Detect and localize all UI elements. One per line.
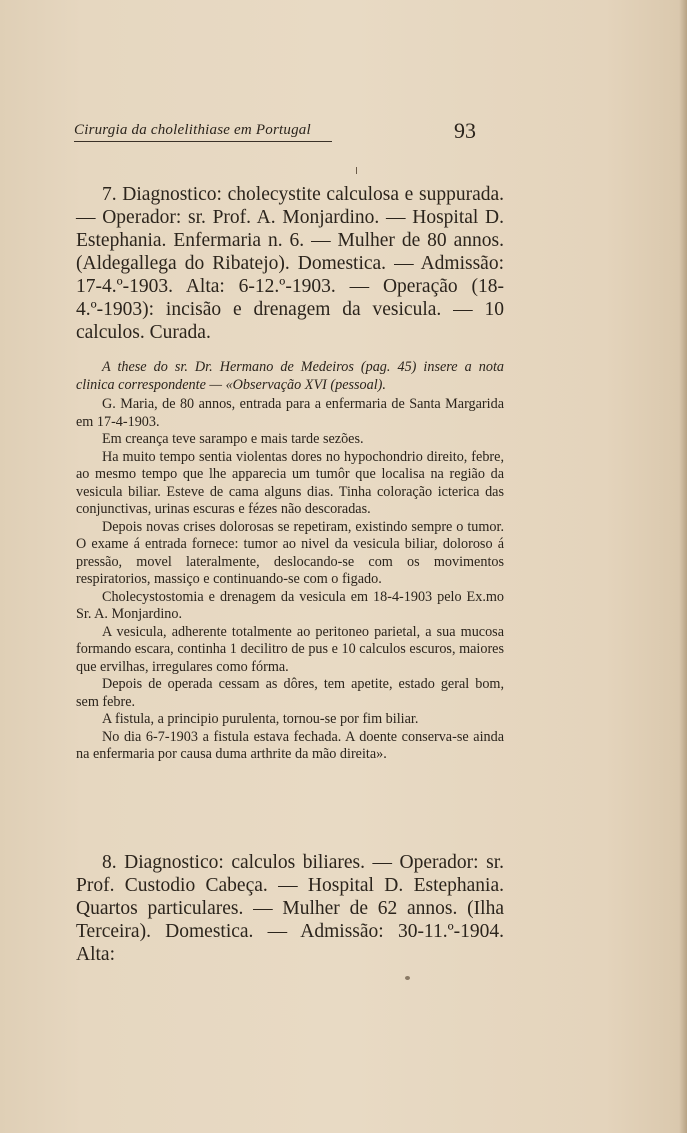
note-paragraph: G. Maria, de 80 annos, entrada para a enfermaria de Santa Margarida em 17-4-1903. — [76, 396, 504, 430]
running-title: Cirurgia da cholelithiase em Portugal — [74, 122, 311, 138]
note-paragraph: A fistula, a principio purulenta, tornou-se por fim biliar. — [102, 711, 419, 727]
print-mark — [356, 167, 357, 174]
case-entry-8-text: 8. Diagnostico: calculos biliares. — Operador: sr. Prof. Custodio Cabeça. — Hospital D. Estephania. Quartos particulares. — Mulher de 62 annos. (Ilha Terceira). Domestica. — Admissão: 30-11.º-1904. Alta: — [76, 852, 504, 965]
note-intro: A these do sr. Dr. Hermano de Medeiros (pag. 45) insere a nota clinica correspondente — «Observação XVI (pessoal). — [76, 359, 504, 393]
page-number: 93 — [454, 118, 476, 143]
ink-spot — [405, 976, 410, 980]
note-paragraph: Em creança teve sarampo e mais tarde sezões. — [102, 431, 364, 447]
case-entry-7 — [76, 183, 504, 344]
note-paragraph: Depois novas crises dolorosas se repetiram, existindo sempre o tumor. O exame á entrada fornece: tumor ao nivel da vesicula biliar, doloroso á pressão, movel lateralmente, deslocando-se com os movimentos respiratorios, massiço e continuando-se com o figado. — [76, 518, 504, 587]
note-paragraph: A vesicula, adherente totalmente ao peritoneo parietal, a sua mucosa formando escara, continha 1 decilitro de pus e 10 calculos escuros, maiores que ervilhas, irregulares como fórma. — [76, 623, 504, 675]
note-paragraph: Depois de operada cessam as dôres, tem apetite, estado geral bom, sem febre. — [76, 676, 504, 710]
clinical-note — [76, 359, 504, 764]
note-paragraph: Ha muito tempo sentia violentas dores no hypochondrio direito, febre, ao mesmo tempo que lhe apparecia um tumôr que localisa na região da vesicula biliar. Esteve de cama alguns dias. Tinha coloração icterica das conjunctivas, urinas escuras e fézes não descoradas. — [76, 448, 504, 517]
case-entry-8 — [76, 851, 504, 966]
note-paragraph: No dia 6-7-1903 a fistula estava fechada. A doente conserva-se ainda na enfermaria por causa duma arthrite da mão direita». — [76, 728, 504, 762]
case-entry-7-text: 7. Diagnostico: cholecystite calculosa e suppurada. — Operador: sr. Prof. A. Monjardino. — Hospital D. Estephania. Enfermaria n. 6. — Mulher de 80 annos. (Aldegallega do Ribatejo). Domestica. — Admissão: 17-4.º-1903. Alta: 6-12.º-1903. — Operação (18-4.º-1903): incisão e drenagem da vesicula. — 10 calculos. Curada. — [76, 184, 504, 343]
page-edge-shadow — [679, 0, 687, 1133]
running-header — [74, 118, 514, 148]
header-rule — [74, 141, 332, 142]
note-paragraph: Cholecystostomia e drenagem da vesicula em 18-4-1903 pelo Ex.mo Sr. A. Monjardino. — [76, 588, 504, 622]
